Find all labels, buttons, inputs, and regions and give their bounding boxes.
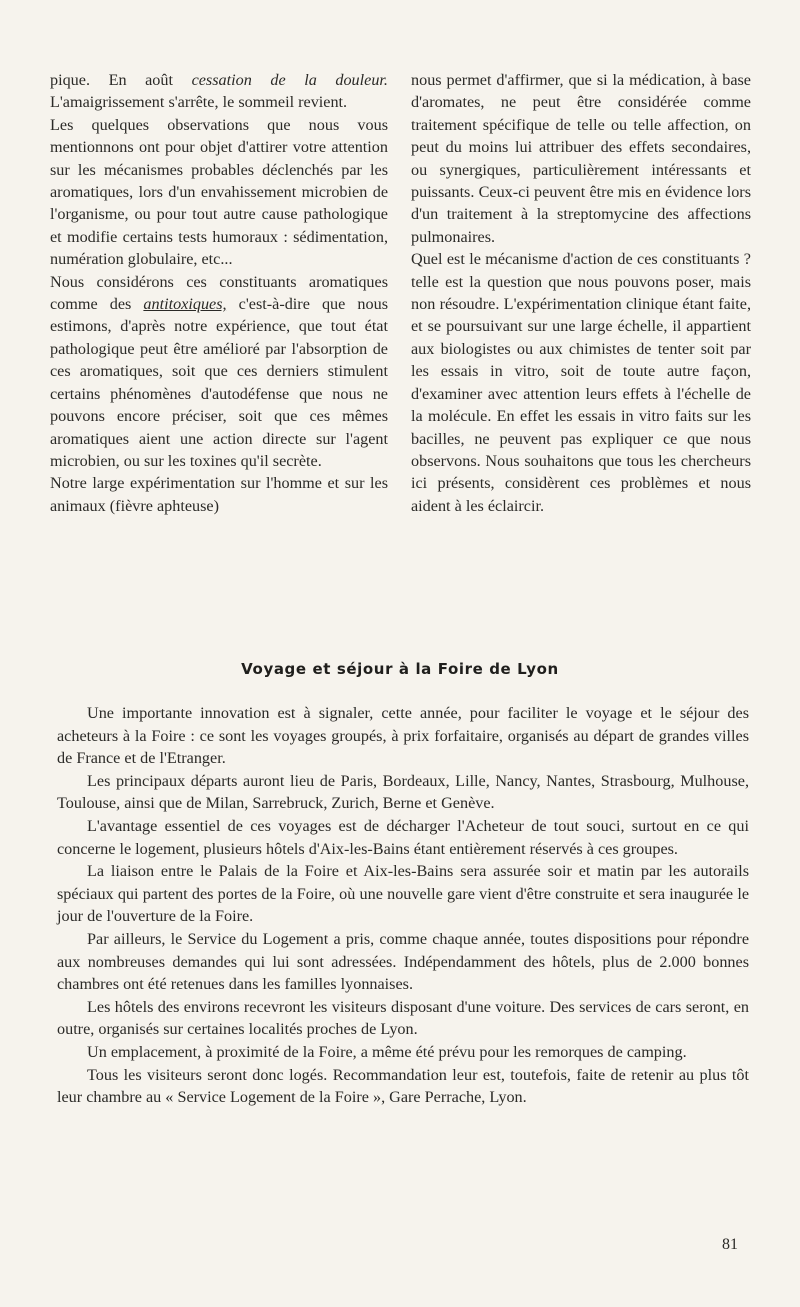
section-paragraph: Par ailleurs, le Service du Logement a pris, comme chaque année, toutes dispositions pour répondre aux nombreuses demandes qui lui sont adressées. Indépendamment des hôtels, plus de 2.000 bonnes chambres ont été retenues dans les familles lyonnaises. xyxy=(57,929,749,994)
section-paragraph: La liaison entre le Palais de la Foire et Aix-les-Bains sera assurée soir et matin par les autorails spéciaux qui partent des portes de la Foire, où une nouvelle gare vient d'être construite et sera inaugurée le jour de l'ouverture de la Foire. xyxy=(57,862,749,926)
section-paragraph: Tous les visiteurs seront donc logés. Recommandation leur est, toutefois, faite de retenir au plus tôt leur chambre au « Service Logement de la Foire », Gare Perrache, Lyon. xyxy=(57,1065,749,1107)
text-run: Nous considérons ces constituants aromatiques comme des xyxy=(50,272,388,314)
section-title: Voyage et séjour à la Foire de Lyon xyxy=(241,660,559,678)
right-paragraph-1: nous permet d'affirmer, que si la médication, à base d'aromates, ne peut être considérée comme traitement spécifique de telle ou telle affection, on peut du moins lui attribuer des effets secondaires, ou synergiques, particulièrement intéressants et puissants. Ceux-ci peuvent être mis en évidence lors d'un traitement à la streptomycine des affections pulmonaires. xyxy=(411,71,751,246)
italic-phrase: cessation de la douleur. xyxy=(191,71,388,89)
text-run: L'amaigrissement s'arrête, le sommeil revient. xyxy=(50,93,348,112)
left-paragraph-2: Les quelques observations que nous vous mentionnons ont pour objet d'attirer votre attention sur les mécanismes probables déclenchés par les aromatiques, lors d'un envahissement microbien de l'organisme, ou pour tout autre cause pathologique et modifie certains tests humoraux : sédimentation, numération globulaire, etc... xyxy=(50,115,388,269)
section-paragraph: Une importante innovation est à signaler, cette année, pour faciliter le voyage et le séjour des acheteurs à la Foire : ce sont les voyages groupés, à prix forfaitaire, organisés au départ de grandes villes de France et de l'Etranger. xyxy=(57,704,749,768)
page-number: 81 xyxy=(722,1236,738,1253)
section-paragraph: Un emplacement, à proximité de la Foire, a même été prévu pour les remorques de camping. xyxy=(87,1042,687,1061)
text-run: pique. En août xyxy=(50,71,192,89)
left-paragraph-1 xyxy=(50,69,388,114)
right-column xyxy=(411,69,751,517)
text-run: c'est-à-dire que nous estimons, d'après notre expérience, que tout état pathologique peut être amélioré par l'absorption de ces aromatiques, soit que ces derniers stimulent certains phénomènes d'autodéfense que nous ne pouvons encore préciser, soit que ces mêmes aromatiques aient une action directe sur l'agent microbien, ou sur les toxines qu'il secrète. xyxy=(50,295,388,470)
section-paragraph: L'avantage essentiel de ces voyages est de décharger l'Acheteur de tout souci, surtout en ce qui concerne le logement, plusieurs hôtels d'Aix-les-Bains étant entièrement réservés à ces groupes. xyxy=(57,816,749,858)
section-body xyxy=(57,702,749,1109)
left-paragraph-4: Notre large expérimentation sur l'homme et sur les animaux (fièvre aphteuse) xyxy=(50,474,388,515)
left-column xyxy=(50,69,388,517)
underlined-phrase: antitoxiques, xyxy=(143,295,227,314)
right-paragraph-2: Quel est le mécanisme d'action de ces constituants ? telle est la question que nous pouvons poser, mais non résoudre. L'expérimentation clinique étant faite, et se poursuivant sur une large échelle, il appartient aux biologistes ou aux chimistes de tenter soit par les essais in vitro, soit de toute autre façon, d'examiner avec attention leurs effets à l'échelle de la molécule. En effet les essais in vitro faits sur les bacilles, ne peuvent pas expliquer ce que nous observons. Nous souhaitons que tous les chercheurs ici présents, considèrent ces problèmes et nous aident à les éclaircir. xyxy=(411,250,751,515)
section-paragraph: Les principaux départs auront lieu de Paris, Bordeaux, Lille, Nancy, Nantes, Strasbourg, Mulhouse, Toulouse, ainsi que de Milan, Sarrebruck, Zurich, Berne et Genève. xyxy=(57,771,749,813)
left-paragraph-3 xyxy=(50,271,388,473)
section-paragraph: Les hôtels des environs recevront les visiteurs disposant d'une voiture. Des services de cars seront, en outre, organisés sur certaines localités proches de Lyon. xyxy=(57,997,749,1039)
